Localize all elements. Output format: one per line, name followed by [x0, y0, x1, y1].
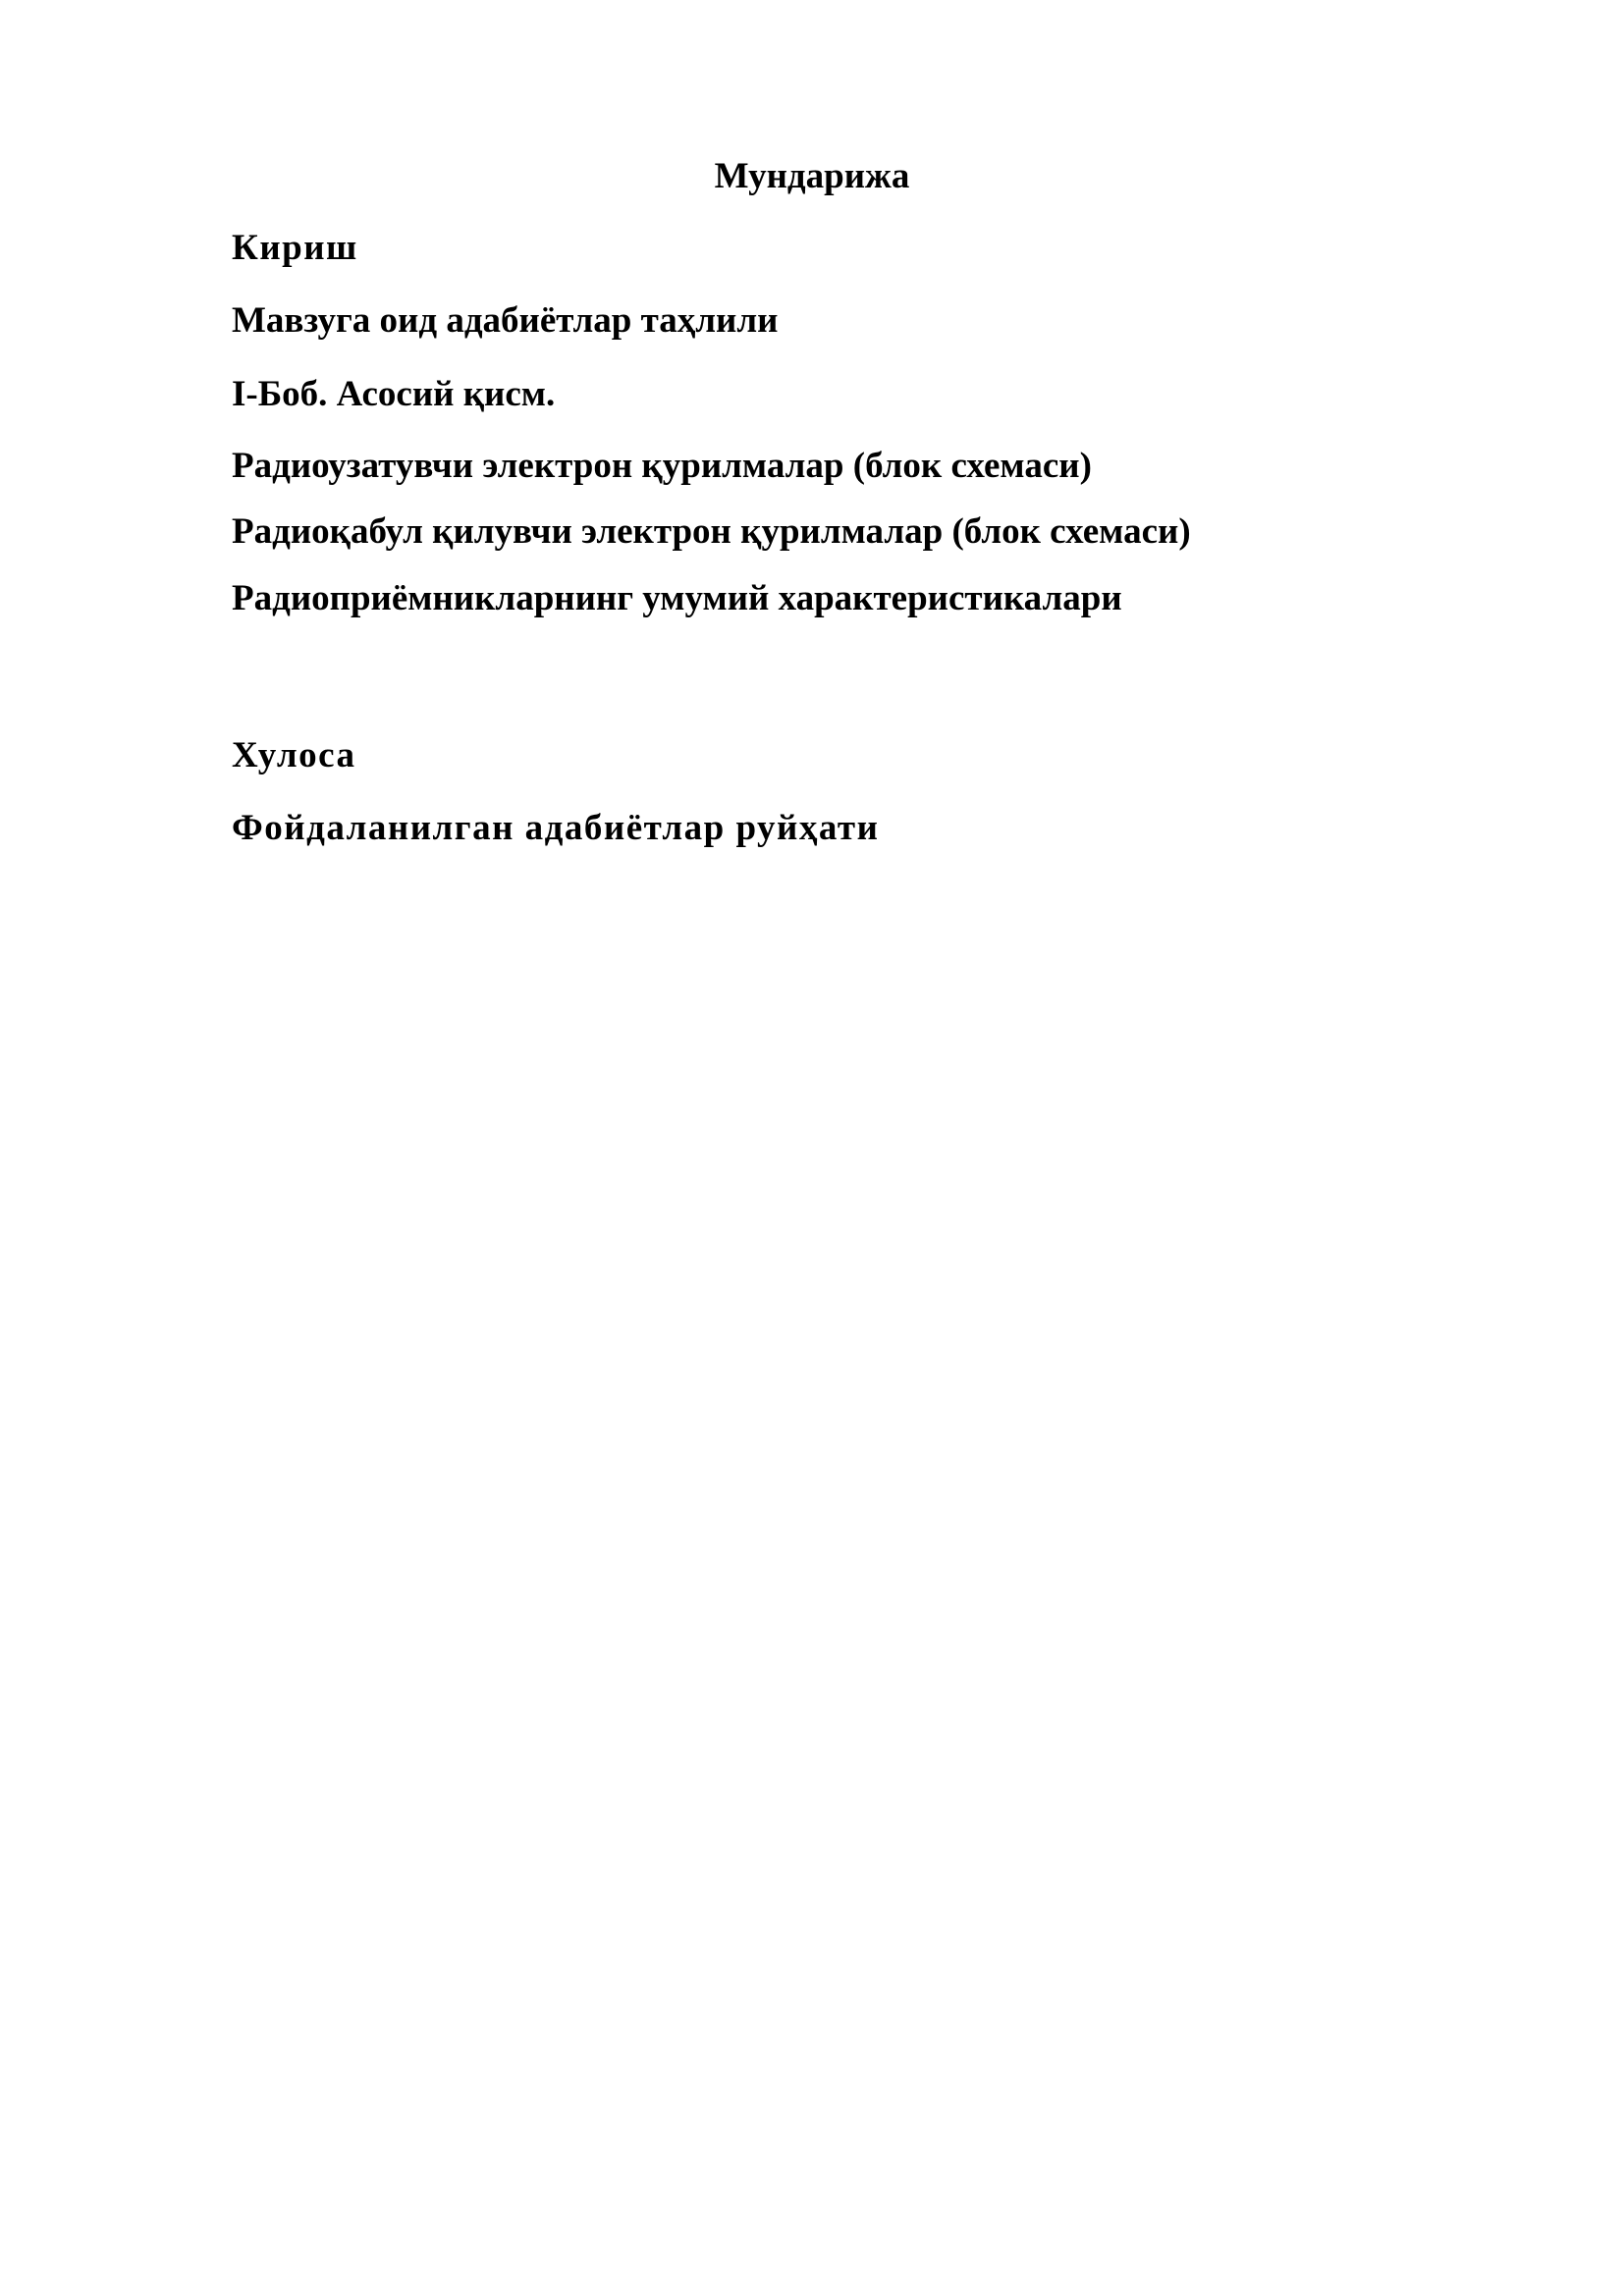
- toc-entry-references: Фойдаланилган адабиётлар руйҳати: [232, 808, 880, 848]
- toc-entry-introduction: Кириш: [232, 228, 358, 268]
- toc-entry-literature-review: Мавзуга оид адабиётлар таҳлили: [232, 300, 779, 341]
- toc-title: Мундарижа: [714, 156, 910, 196]
- toc-entry-conclusion: Хулоса: [232, 735, 356, 775]
- toc-entry-receiver-characteristics: Радиоприёмникларнинг умумий характеристикалари: [232, 578, 1122, 618]
- toc-entry-radio-receivers: Радиоқабул қилувчи электрон қурилмалар (блок схемаси): [232, 511, 1191, 552]
- toc-entry-chapter-one: I-Боб. Асосий қисм.: [232, 374, 556, 414]
- toc-entry-radio-transmitters: Радиоузатувчи электрон қурилмалар (блок схемаси): [232, 446, 1092, 486]
